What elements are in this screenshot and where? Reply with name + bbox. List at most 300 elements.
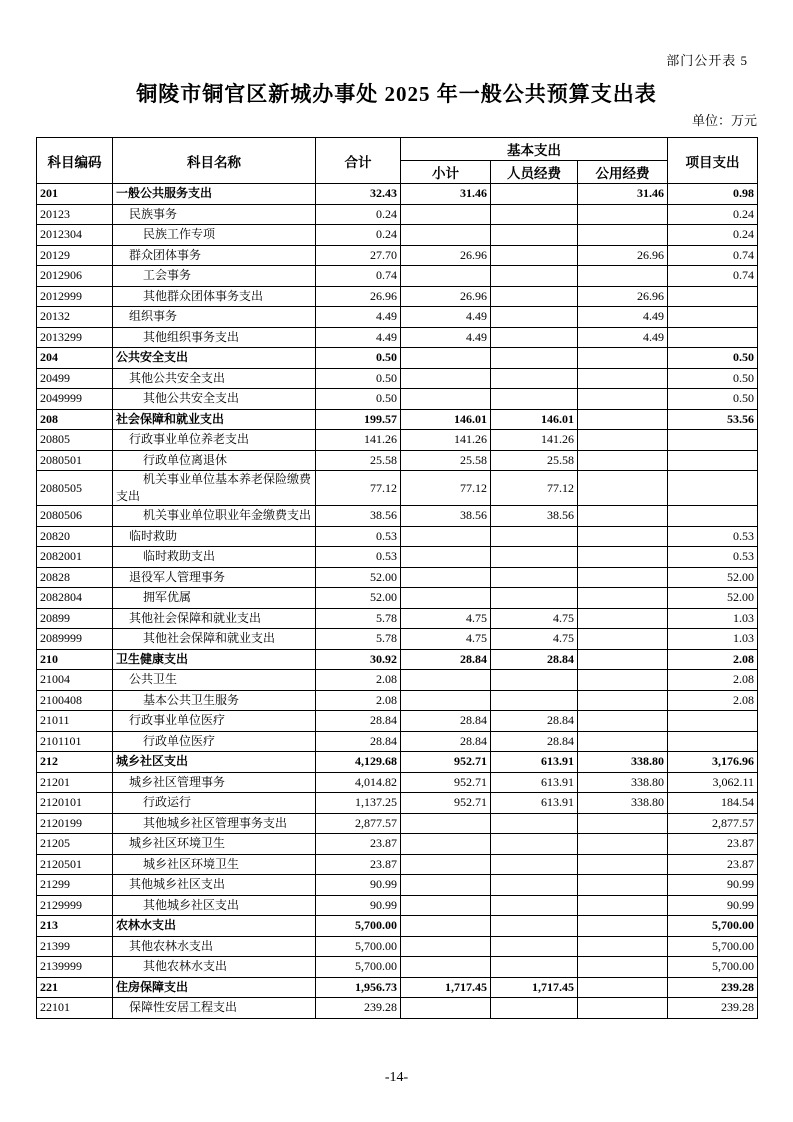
subject-name-cell: 拥军优属 (113, 588, 316, 609)
public-funds-cell: 4.49 (578, 327, 668, 348)
subject-name-cell: 临时救助 (113, 526, 316, 547)
public-funds-cell (578, 588, 668, 609)
subtotal-cell: 141.26 (401, 430, 491, 451)
public-funds-cell (578, 389, 668, 410)
subject-name-cell: 其他农林水支出 (113, 936, 316, 957)
total-cell: 26.96 (316, 286, 401, 307)
total-cell: 5.78 (316, 608, 401, 629)
project-expenditure-cell: 0.24 (668, 225, 758, 246)
personnel-funds-cell (491, 245, 578, 266)
table-row (37, 368, 758, 389)
subject-name-cell: 公共卫生 (113, 670, 316, 691)
personnel-funds-cell (491, 916, 578, 937)
table-row (37, 348, 758, 369)
subtotal-cell: 38.56 (401, 506, 491, 527)
total-cell: 0.24 (316, 204, 401, 225)
subject-code-cell: 2012906 (37, 266, 113, 287)
table-row (37, 204, 758, 225)
table-row (37, 649, 758, 670)
total-cell: 90.99 (316, 895, 401, 916)
subtotal-cell (401, 854, 491, 875)
public-funds-cell: 338.80 (578, 793, 668, 814)
total-cell: 4,014.82 (316, 772, 401, 793)
public-funds-cell (578, 547, 668, 568)
subject-name-cell: 行政单位医疗 (113, 731, 316, 752)
subject-code-cell: 201 (37, 184, 113, 205)
subject-name-cell: 工会事务 (113, 266, 316, 287)
subtotal-cell (401, 368, 491, 389)
subtotal-cell: 952.71 (401, 752, 491, 773)
subtotal-cell (401, 670, 491, 691)
project-expenditure-cell: 0.50 (668, 389, 758, 410)
table-body (37, 184, 758, 1019)
table-row (37, 670, 758, 691)
subject-code-cell: 21201 (37, 772, 113, 793)
budget-table (36, 137, 758, 1019)
project-expenditure-cell (668, 307, 758, 328)
public-funds-cell (578, 567, 668, 588)
subject-code-cell: 2012304 (37, 225, 113, 246)
subject-code-cell: 20499 (37, 368, 113, 389)
personnel-funds-cell: 28.84 (491, 711, 578, 732)
public-funds-cell (578, 430, 668, 451)
subject-code-cell: 213 (37, 916, 113, 937)
project-expenditure-cell: 90.99 (668, 895, 758, 916)
subject-code-cell: 20828 (37, 567, 113, 588)
total-cell: 199.57 (316, 409, 401, 430)
subtotal-cell: 4.75 (401, 629, 491, 650)
subject-code-cell: 2080501 (37, 450, 113, 471)
subtotal-cell: 4.49 (401, 307, 491, 328)
personnel-funds-cell (491, 854, 578, 875)
doc-label: 部门公开表 5 (666, 53, 748, 68)
public-funds-cell (578, 977, 668, 998)
total-cell: 0.53 (316, 547, 401, 568)
project-expenditure-cell (668, 471, 758, 506)
subtotal-cell: 952.71 (401, 772, 491, 793)
public-funds-cell: 31.46 (578, 184, 668, 205)
total-cell: 1,956.73 (316, 977, 401, 998)
total-cell: 239.28 (316, 998, 401, 1019)
total-cell: 52.00 (316, 588, 401, 609)
table-row (37, 588, 758, 609)
total-cell: 38.56 (316, 506, 401, 527)
header-project-expenditure: 项目支出 (668, 138, 758, 184)
total-cell: 0.53 (316, 526, 401, 547)
total-cell: 0.74 (316, 266, 401, 287)
subject-name-cell: 行政运行 (113, 793, 316, 814)
subject-name-cell: 行政事业单位医疗 (113, 711, 316, 732)
table-row (37, 711, 758, 732)
project-expenditure-cell: 0.98 (668, 184, 758, 205)
subtotal-cell (401, 389, 491, 410)
subject-code-cell: 2120199 (37, 813, 113, 834)
table-row (37, 184, 758, 205)
subject-name-cell: 农林水支出 (113, 916, 316, 937)
personnel-funds-cell (491, 813, 578, 834)
subtotal-cell: 28.84 (401, 649, 491, 670)
subject-code-cell: 22101 (37, 998, 113, 1019)
table-row (37, 409, 758, 430)
personnel-funds-cell (491, 875, 578, 896)
table-row (37, 307, 758, 328)
table-row (37, 245, 758, 266)
header-personnel-funds: 人员经费 (491, 161, 578, 184)
personnel-funds-cell (491, 526, 578, 547)
personnel-funds-cell (491, 327, 578, 348)
project-expenditure-cell: 3,176.96 (668, 752, 758, 773)
subject-code-cell: 21004 (37, 670, 113, 691)
subject-name-cell: 城乡社区支出 (113, 752, 316, 773)
project-expenditure-cell: 52.00 (668, 588, 758, 609)
subject-code-cell: 2082804 (37, 588, 113, 609)
header-subtotal: 小计 (401, 161, 491, 184)
project-expenditure-cell: 1.03 (668, 629, 758, 650)
subject-code-cell: 21399 (37, 936, 113, 957)
subject-code-cell: 20129 (37, 245, 113, 266)
public-funds-cell: 338.80 (578, 772, 668, 793)
table-row (37, 266, 758, 287)
subtotal-cell (401, 916, 491, 937)
personnel-funds-cell (491, 936, 578, 957)
subject-code-cell: 20820 (37, 526, 113, 547)
personnel-funds-cell: 1,717.45 (491, 977, 578, 998)
subtotal-cell (401, 875, 491, 896)
project-expenditure-cell: 23.87 (668, 834, 758, 855)
total-cell: 90.99 (316, 875, 401, 896)
subject-code-cell: 2129999 (37, 895, 113, 916)
total-cell: 2,877.57 (316, 813, 401, 834)
table-row (37, 834, 758, 855)
project-expenditure-cell: 5,700.00 (668, 936, 758, 957)
personnel-funds-cell (491, 957, 578, 978)
personnel-funds-cell: 141.26 (491, 430, 578, 451)
table-row (37, 526, 758, 547)
subject-name-cell: 行政事业单位养老支出 (113, 430, 316, 451)
subject-code-cell: 21011 (37, 711, 113, 732)
public-funds-cell (578, 526, 668, 547)
total-cell: 28.84 (316, 711, 401, 732)
subject-name-cell: 其他城乡社区支出 (113, 875, 316, 896)
project-expenditure-cell: 2.08 (668, 690, 758, 711)
subtotal-cell: 31.46 (401, 184, 491, 205)
header-subject-name: 科目名称 (113, 138, 316, 184)
public-funds-cell (578, 895, 668, 916)
subtotal-cell (401, 813, 491, 834)
total-cell: 5,700.00 (316, 916, 401, 937)
public-funds-cell: 26.96 (578, 245, 668, 266)
subtotal-cell: 28.84 (401, 711, 491, 732)
public-funds-cell (578, 875, 668, 896)
page-title: 铜陵市铜官区新城办事处 2025 年一般公共预算支出表 (136, 82, 657, 106)
subtotal-cell (401, 895, 491, 916)
table-row (37, 629, 758, 650)
personnel-funds-cell (491, 204, 578, 225)
public-funds-cell (578, 916, 668, 937)
personnel-funds-cell: 38.56 (491, 506, 578, 527)
personnel-funds-cell: 4.75 (491, 629, 578, 650)
project-expenditure-cell: 2.08 (668, 649, 758, 670)
total-cell: 0.50 (316, 368, 401, 389)
subject-name-cell: 其他群众团体事务支出 (113, 286, 316, 307)
personnel-funds-cell: 146.01 (491, 409, 578, 430)
public-funds-cell: 26.96 (578, 286, 668, 307)
project-expenditure-cell: 53.56 (668, 409, 758, 430)
personnel-funds-cell: 28.84 (491, 731, 578, 752)
personnel-funds-cell (491, 368, 578, 389)
project-expenditure-cell: 0.74 (668, 266, 758, 287)
total-cell: 0.24 (316, 225, 401, 246)
table-row (37, 389, 758, 410)
subject-name-cell: 其他社会保障和就业支出 (113, 608, 316, 629)
public-funds-cell (578, 998, 668, 1019)
personnel-funds-cell (491, 286, 578, 307)
personnel-funds-cell (491, 389, 578, 410)
project-expenditure-cell: 1.03 (668, 608, 758, 629)
subject-name-cell: 其他城乡社区管理事务支出 (113, 813, 316, 834)
subtotal-cell (401, 204, 491, 225)
table-row (37, 327, 758, 348)
personnel-funds-cell (491, 588, 578, 609)
subject-code-cell: 221 (37, 977, 113, 998)
table-row (37, 875, 758, 896)
table-row (37, 430, 758, 451)
subject-code-cell: 210 (37, 649, 113, 670)
subtotal-cell (401, 567, 491, 588)
subtotal-cell: 1,717.45 (401, 977, 491, 998)
subject-name-cell: 卫生健康支出 (113, 649, 316, 670)
personnel-funds-cell (491, 348, 578, 369)
personnel-funds-cell (491, 690, 578, 711)
subject-name-cell: 其他农林水支出 (113, 957, 316, 978)
subject-name-cell: 退役军人管理事务 (113, 567, 316, 588)
personnel-funds-cell (491, 895, 578, 916)
subject-name-cell: 一般公共服务支出 (113, 184, 316, 205)
public-funds-cell (578, 813, 668, 834)
personnel-funds-cell (491, 567, 578, 588)
personnel-funds-cell (491, 307, 578, 328)
subtotal-cell: 77.12 (401, 471, 491, 506)
personnel-funds-cell: 613.91 (491, 752, 578, 773)
subject-name-cell: 组织事务 (113, 307, 316, 328)
subject-code-cell: 208 (37, 409, 113, 430)
subject-name-cell: 其他公共安全支出 (113, 368, 316, 389)
project-expenditure-cell: 5,700.00 (668, 916, 758, 937)
subtotal-cell: 4.75 (401, 608, 491, 629)
subject-code-cell: 2100408 (37, 690, 113, 711)
personnel-funds-cell (491, 670, 578, 691)
public-funds-cell (578, 731, 668, 752)
subject-code-cell: 2139999 (37, 957, 113, 978)
personnel-funds-cell (491, 225, 578, 246)
subject-name-cell: 民族事务 (113, 204, 316, 225)
total-cell: 2.08 (316, 690, 401, 711)
table-row (37, 731, 758, 752)
project-expenditure-cell (668, 430, 758, 451)
subject-code-cell: 2080506 (37, 506, 113, 527)
total-cell: 25.58 (316, 450, 401, 471)
public-funds-cell (578, 936, 668, 957)
table-row (37, 957, 758, 978)
project-expenditure-cell (668, 327, 758, 348)
subtotal-cell: 26.96 (401, 245, 491, 266)
total-cell: 30.92 (316, 649, 401, 670)
project-expenditure-cell (668, 450, 758, 471)
subject-code-cell: 2101101 (37, 731, 113, 752)
subject-code-cell: 2120501 (37, 854, 113, 875)
subject-name-cell: 城乡社区管理事务 (113, 772, 316, 793)
total-cell: 32.43 (316, 184, 401, 205)
subject-code-cell: 20123 (37, 204, 113, 225)
header-subject-code: 科目编码 (37, 138, 113, 184)
subject-code-cell: 212 (37, 752, 113, 773)
subject-name-cell: 城乡社区环境卫生 (113, 854, 316, 875)
subject-code-cell: 2120101 (37, 793, 113, 814)
public-funds-cell (578, 266, 668, 287)
subject-code-cell: 2012999 (37, 286, 113, 307)
table-row (37, 547, 758, 568)
subject-name-cell: 群众团体事务 (113, 245, 316, 266)
public-funds-cell (578, 854, 668, 875)
total-cell: 5,700.00 (316, 957, 401, 978)
public-funds-cell (578, 957, 668, 978)
personnel-funds-cell (491, 998, 578, 1019)
header-basic-expenditure-group: 基本支出 (401, 138, 668, 161)
subject-name-cell: 社会保障和就业支出 (113, 409, 316, 430)
subject-name-cell: 行政单位离退休 (113, 450, 316, 471)
subject-code-cell: 2089999 (37, 629, 113, 650)
header-row-1 (37, 138, 758, 161)
subject-code-cell: 21205 (37, 834, 113, 855)
project-expenditure-cell: 90.99 (668, 875, 758, 896)
table-row (37, 854, 758, 875)
project-expenditure-cell: 0.50 (668, 348, 758, 369)
table-row (37, 608, 758, 629)
subject-code-cell: 21299 (37, 875, 113, 896)
total-cell: 141.26 (316, 430, 401, 451)
table-row (37, 813, 758, 834)
header-total: 合计 (316, 138, 401, 184)
subtotal-cell (401, 957, 491, 978)
subtotal-cell (401, 348, 491, 369)
project-expenditure-cell: 0.24 (668, 204, 758, 225)
public-funds-cell (578, 711, 668, 732)
subtotal-cell: 26.96 (401, 286, 491, 307)
public-funds-cell (578, 225, 668, 246)
public-funds-cell (578, 608, 668, 629)
subject-code-cell: 20899 (37, 608, 113, 629)
total-cell: 5,700.00 (316, 936, 401, 957)
project-expenditure-cell: 0.53 (668, 547, 758, 568)
personnel-funds-cell (491, 547, 578, 568)
subject-name-cell: 机关事业单位职业年金缴费支出 (113, 506, 316, 527)
subject-name-cell: 公共安全支出 (113, 348, 316, 369)
public-funds-cell (578, 670, 668, 691)
personnel-funds-cell: 28.84 (491, 649, 578, 670)
table-row (37, 690, 758, 711)
project-expenditure-cell: 5,700.00 (668, 957, 758, 978)
table-row (37, 471, 758, 506)
subtotal-cell: 4.49 (401, 327, 491, 348)
subtotal-cell: 952.71 (401, 793, 491, 814)
total-cell: 23.87 (316, 854, 401, 875)
table-row (37, 286, 758, 307)
subject-code-cell: 2080505 (37, 471, 113, 506)
table-row (37, 752, 758, 773)
personnel-funds-cell: 77.12 (491, 471, 578, 506)
project-expenditure-cell (668, 286, 758, 307)
project-expenditure-cell: 0.53 (668, 526, 758, 547)
subtotal-cell (401, 225, 491, 246)
public-funds-cell (578, 204, 668, 225)
subtotal-cell (401, 834, 491, 855)
subject-name-cell: 住房保障支出 (113, 977, 316, 998)
total-cell: 2.08 (316, 670, 401, 691)
table-row (37, 998, 758, 1019)
table-row (37, 936, 758, 957)
subtotal-cell (401, 588, 491, 609)
project-expenditure-cell: 239.28 (668, 977, 758, 998)
table-row (37, 793, 758, 814)
public-funds-cell (578, 506, 668, 527)
table-row (37, 225, 758, 246)
total-cell: 0.50 (316, 389, 401, 410)
total-cell: 77.12 (316, 471, 401, 506)
total-cell: 4.49 (316, 307, 401, 328)
total-cell: 23.87 (316, 834, 401, 855)
subject-code-cell: 20805 (37, 430, 113, 451)
total-cell: 0.50 (316, 348, 401, 369)
subject-name-cell: 其他城乡社区支出 (113, 895, 316, 916)
public-funds-cell (578, 834, 668, 855)
project-expenditure-cell (668, 711, 758, 732)
subject-code-cell: 204 (37, 348, 113, 369)
page-number: -14- (384, 1070, 409, 1085)
unit-note: 单位：万元 (691, 113, 757, 128)
subject-name-cell: 其他公共安全支出 (113, 389, 316, 410)
project-expenditure-cell: 3,062.11 (668, 772, 758, 793)
personnel-funds-cell (491, 266, 578, 287)
table-header (37, 138, 758, 184)
table-row (37, 567, 758, 588)
subject-name-cell: 其他社会保障和就业支出 (113, 629, 316, 650)
subtotal-cell (401, 547, 491, 568)
project-expenditure-cell: 52.00 (668, 567, 758, 588)
subject-code-cell: 2049999 (37, 389, 113, 410)
project-expenditure-cell: 0.74 (668, 245, 758, 266)
personnel-funds-cell (491, 184, 578, 205)
public-funds-cell (578, 471, 668, 506)
public-funds-cell (578, 409, 668, 430)
project-expenditure-cell (668, 506, 758, 527)
header-public-funds: 公用经费 (578, 161, 668, 184)
table-row (37, 506, 758, 527)
personnel-funds-cell: 613.91 (491, 793, 578, 814)
subject-name-cell: 机关事业单位基本养老保险缴费支出 (113, 471, 316, 506)
subtotal-cell (401, 690, 491, 711)
project-expenditure-cell: 0.50 (668, 368, 758, 389)
table-row (37, 916, 758, 937)
subtotal-cell: 25.58 (401, 450, 491, 471)
subject-code-cell: 2082001 (37, 547, 113, 568)
subject-code-cell: 20132 (37, 307, 113, 328)
table-row (37, 895, 758, 916)
public-funds-cell (578, 690, 668, 711)
subtotal-cell (401, 936, 491, 957)
total-cell: 27.70 (316, 245, 401, 266)
subject-name-cell: 城乡社区环境卫生 (113, 834, 316, 855)
project-expenditure-cell: 184.54 (668, 793, 758, 814)
